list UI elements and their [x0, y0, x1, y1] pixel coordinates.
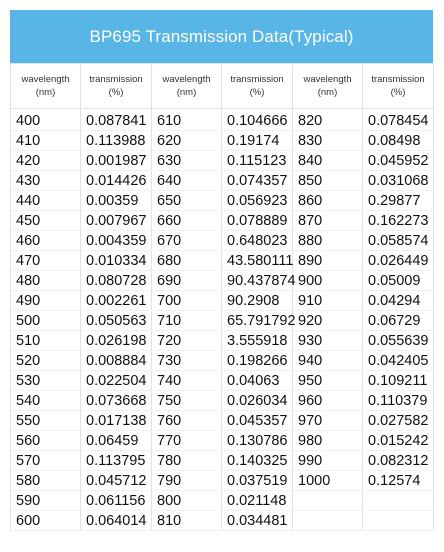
- cell-wavelength: 670: [152, 231, 222, 251]
- cell-wavelength: 710: [152, 311, 222, 331]
- cell-transmission: 0.055639: [363, 331, 434, 351]
- header-row: [11, 64, 434, 109]
- column-header-transmission: transmission (%): [222, 64, 293, 109]
- cell-transmission: 0.022504: [81, 371, 152, 391]
- cell-wavelength: 430: [11, 171, 81, 191]
- cell-transmission: 0.026198: [81, 331, 152, 351]
- cell-wavelength: 760: [152, 411, 222, 431]
- cell-transmission: 0.056923: [222, 191, 293, 211]
- cell-transmission: 0.042405: [363, 351, 434, 371]
- table-row: [11, 271, 434, 291]
- cell-wavelength: 600: [11, 511, 81, 531]
- cell-wavelength: 790: [152, 471, 222, 491]
- cell-wavelength: 610: [152, 109, 222, 131]
- table-row: [11, 231, 434, 251]
- column-header-wavelength: wavelength (nm): [293, 64, 363, 109]
- cell-wavelength: 730: [152, 351, 222, 371]
- table-row: [11, 371, 434, 391]
- cell-wavelength: 560: [11, 431, 81, 451]
- cell-transmission: 0.064014: [81, 511, 152, 531]
- table-row: [11, 171, 434, 191]
- cell-transmission: 0.045357: [222, 411, 293, 431]
- cell-transmission: 0.002261: [81, 291, 152, 311]
- cell-transmission: 0.073668: [81, 391, 152, 411]
- cell-wavelength: 550: [11, 411, 81, 431]
- cell-transmission: 0.110379: [363, 391, 434, 411]
- table-row: [11, 511, 434, 531]
- cell-transmission: 0.027582: [363, 411, 434, 431]
- table-row: [11, 251, 434, 271]
- cell-wavelength: 450: [11, 211, 81, 231]
- cell-transmission: 0.05009: [363, 271, 434, 291]
- cell-wavelength: 580: [11, 471, 81, 491]
- cell-wavelength: 1000: [293, 471, 363, 491]
- cell-transmission: 0.026034: [222, 391, 293, 411]
- cell-transmission: 0.037519: [222, 471, 293, 491]
- cell-wavelength: 490: [11, 291, 81, 311]
- cell-wavelength: [293, 491, 363, 511]
- cell-transmission: 0.104666: [222, 109, 293, 131]
- column-header-transmission: transmission (%): [363, 64, 434, 109]
- table-row: [11, 491, 434, 511]
- cell-transmission: 0.140325: [222, 451, 293, 471]
- cell-wavelength: 530: [11, 371, 81, 391]
- table-row: [11, 451, 434, 471]
- cell-transmission: 0.19174: [222, 131, 293, 151]
- cell-transmission: 0.162273: [363, 211, 434, 231]
- cell-wavelength: 590: [11, 491, 81, 511]
- cell-transmission: 0.113795: [81, 451, 152, 471]
- cell-transmission: 0.198266: [222, 351, 293, 371]
- cell-wavelength: 740: [152, 371, 222, 391]
- cell-wavelength: 930: [293, 331, 363, 351]
- cell-transmission: 0.109211: [363, 371, 434, 391]
- cell-wavelength: 520: [11, 351, 81, 371]
- cell-transmission: 0.007967: [81, 211, 152, 231]
- cell-wavelength: 420: [11, 151, 81, 171]
- cell-transmission: 0.001987: [81, 151, 152, 171]
- table-row: [11, 351, 434, 371]
- cell-wavelength: 630: [152, 151, 222, 171]
- cell-transmission: 0.010334: [81, 251, 152, 271]
- cell-wavelength: 510: [11, 331, 81, 351]
- cell-transmission: 0.130786: [222, 431, 293, 451]
- cell-transmission: 0.014426: [81, 171, 152, 191]
- cell-transmission: 0.12574: [363, 471, 434, 491]
- cell-wavelength: 620: [152, 131, 222, 151]
- cell-wavelength: 480: [11, 271, 81, 291]
- cell-transmission: 0.648023: [222, 231, 293, 251]
- table-row: [11, 109, 434, 131]
- cell-transmission: 0.031068: [363, 171, 434, 191]
- cell-transmission: 0.034481: [222, 511, 293, 531]
- cell-transmission: 90.437874: [222, 271, 293, 291]
- cell-wavelength: 780: [152, 451, 222, 471]
- cell-transmission: 0.021148: [222, 491, 293, 511]
- cell-transmission: 0.04294: [363, 291, 434, 311]
- cell-wavelength: 410: [11, 131, 81, 151]
- cell-wavelength: 500: [11, 311, 81, 331]
- table-row: [11, 331, 434, 351]
- cell-transmission: [363, 491, 434, 511]
- cell-wavelength: 810: [152, 511, 222, 531]
- cell-wavelength: 900: [293, 271, 363, 291]
- cell-transmission: 0.06729: [363, 311, 434, 331]
- cell-transmission: 0.045952: [363, 151, 434, 171]
- cell-wavelength: 680: [152, 251, 222, 271]
- cell-transmission: 0.017138: [81, 411, 152, 431]
- cell-transmission: 0.06459: [81, 431, 152, 451]
- cell-transmission: 0.29877: [363, 191, 434, 211]
- table-row: [11, 411, 434, 431]
- cell-wavelength: [293, 511, 363, 531]
- cell-wavelength: 470: [11, 251, 81, 271]
- cell-wavelength: 950: [293, 371, 363, 391]
- cell-wavelength: 850: [293, 171, 363, 191]
- transmission-table: [10, 63, 434, 531]
- cell-transmission: 0.078889: [222, 211, 293, 231]
- cell-transmission: 0.061156: [81, 491, 152, 511]
- transmission-data-panel: [10, 10, 433, 531]
- cell-wavelength: 460: [11, 231, 81, 251]
- column-header-transmission: transmission (%): [81, 64, 152, 109]
- table-row: [11, 311, 434, 331]
- cell-transmission: 0.058574: [363, 231, 434, 251]
- cell-transmission: 0.026449: [363, 251, 434, 271]
- cell-wavelength: 650: [152, 191, 222, 211]
- cell-wavelength: 820: [293, 109, 363, 131]
- cell-transmission: [363, 511, 434, 531]
- table-row: [11, 211, 434, 231]
- cell-wavelength: 880: [293, 231, 363, 251]
- cell-wavelength: 970: [293, 411, 363, 431]
- cell-wavelength: 750: [152, 391, 222, 411]
- cell-wavelength: 910: [293, 291, 363, 311]
- cell-wavelength: 840: [293, 151, 363, 171]
- cell-transmission: 0.008884: [81, 351, 152, 371]
- cell-transmission: 0.087841: [81, 109, 152, 131]
- cell-transmission: 0.115123: [222, 151, 293, 171]
- table-row: [11, 191, 434, 211]
- cell-wavelength: 720: [152, 331, 222, 351]
- cell-transmission: 0.074357: [222, 171, 293, 191]
- cell-transmission: 0.113988: [81, 131, 152, 151]
- table-title: BP695 Transmission Data(Typical): [10, 10, 433, 63]
- cell-transmission: 90.2908: [222, 291, 293, 311]
- cell-wavelength: 400: [11, 109, 81, 131]
- cell-transmission: 0.050563: [81, 311, 152, 331]
- cell-wavelength: 660: [152, 211, 222, 231]
- cell-transmission: 0.00359: [81, 191, 152, 211]
- cell-transmission: 3.555918: [222, 331, 293, 351]
- table-row: [11, 431, 434, 451]
- cell-transmission: 0.08498: [363, 131, 434, 151]
- cell-wavelength: 700: [152, 291, 222, 311]
- cell-wavelength: 440: [11, 191, 81, 211]
- cell-wavelength: 540: [11, 391, 81, 411]
- cell-wavelength: 920: [293, 311, 363, 331]
- table-row: [11, 471, 434, 491]
- cell-transmission: 43.580111: [222, 251, 293, 271]
- cell-wavelength: 770: [152, 431, 222, 451]
- table-row: [11, 151, 434, 171]
- cell-transmission: 0.04063: [222, 371, 293, 391]
- table-row: [11, 291, 434, 311]
- table-row: [11, 391, 434, 411]
- cell-wavelength: 870: [293, 211, 363, 231]
- cell-wavelength: 980: [293, 431, 363, 451]
- cell-transmission: 0.080728: [81, 271, 152, 291]
- cell-wavelength: 960: [293, 391, 363, 411]
- cell-wavelength: 890: [293, 251, 363, 271]
- column-header-wavelength: wavelength (nm): [11, 64, 81, 109]
- cell-transmission: 0.015242: [363, 431, 434, 451]
- cell-wavelength: 570: [11, 451, 81, 471]
- cell-wavelength: 990: [293, 451, 363, 471]
- cell-wavelength: 690: [152, 271, 222, 291]
- cell-transmission: 0.004359: [81, 231, 152, 251]
- cell-transmission: 65.791792: [222, 311, 293, 331]
- cell-transmission: 0.078454: [363, 109, 434, 131]
- cell-wavelength: 940: [293, 351, 363, 371]
- cell-transmission: 0.082312: [363, 451, 434, 471]
- table-row: [11, 131, 434, 151]
- cell-wavelength: 640: [152, 171, 222, 191]
- cell-wavelength: 830: [293, 131, 363, 151]
- cell-wavelength: 800: [152, 491, 222, 511]
- cell-wavelength: 860: [293, 191, 363, 211]
- column-header-wavelength: wavelength (nm): [152, 64, 222, 109]
- cell-transmission: 0.045712: [81, 471, 152, 491]
